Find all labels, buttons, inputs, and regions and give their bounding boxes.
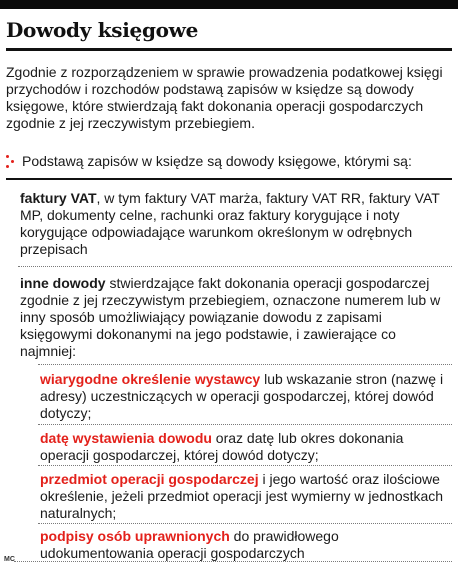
item-bold-label: inne dowody [20, 275, 106, 291]
title-rule [6, 48, 452, 51]
sub-item-highlight: datę wystawienia dowodu [40, 430, 212, 446]
item-bold-label: faktury VAT [20, 190, 97, 206]
item-text: , w tym faktury VAT marża, faktury VAT RR, faktury VAT MP, dokumenty celne, rachunki oraz faktury korygujące i noty korygujące odpowiadające warunkom określonym w odrębnych przepisach [20, 190, 440, 257]
bottom-divider [14, 561, 452, 562]
sub-item-highlight: podpisy osób uprawnionych [40, 528, 230, 544]
item-text: stwierdzające fakt dokonania operacji gospodarczej zgodnie z jej rzeczywistym przebiegiem, oznaczone numerem lub w inny sposób umożliwiający powiązanie dowodu z zapisami księgowymi dokonanymi na jego podstawie, i zawierające co najmniej: [20, 275, 441, 359]
divider [18, 266, 452, 267]
divider [38, 465, 452, 466]
lead-line [6, 153, 452, 173]
sub-item-highlight: wiarygodne określenie wystawcy [40, 371, 261, 387]
sub-item-data [40, 430, 448, 464]
sub-item-wystawca [40, 371, 448, 422]
page-title: Dowody księgowe [6, 18, 199, 42]
author-mark: MC [4, 556, 15, 563]
sub-item-text: i jego wartość oraz ilościowe określenie, jeżeli przedmiot operacji jest wymierny w jednostkach naturalnych; [40, 471, 444, 521]
sub-item-podpisy [40, 528, 448, 562]
divider [38, 523, 452, 524]
dots-bullet-icon [6, 155, 18, 169]
intro-paragraph: Zgodnie z rozporządzeniem w sprawie prowadzenia podatkowej księgi przychodów i rozchodów podstawą zapisów w księdze są dowody księgowe, które stwierdzają fakt dokonania operacji gospodarczych zgodnie z jej rzeczywistym przebiegiem. [6, 64, 443, 131]
list-item-inne-dowody [20, 275, 448, 360]
sub-item-text: do prawidłowego udokumentowania operacji gospodarczych [40, 528, 339, 561]
sub-item-text: oraz datę lub okres dokonania operacji gospodarczej, której dowód dotyczy; [40, 430, 404, 463]
lead-text: Podstawą zapisów w księdze są dowody księgowe, którymi są: [22, 153, 412, 169]
sub-item-highlight: przedmiot operacji gospodarczej [40, 471, 259, 487]
lead-rule [6, 178, 452, 180]
list-item-faktury [20, 190, 448, 258]
top-black-bar [0, 0, 458, 9]
sub-item-text: lub wskazanie stron (nazwę i adresy) uczestniczących w operacji gospodarczej, której dowód dotyczy; [40, 371, 444, 421]
divider [38, 364, 452, 365]
divider [38, 424, 452, 425]
sub-item-przedmiot [40, 471, 448, 522]
